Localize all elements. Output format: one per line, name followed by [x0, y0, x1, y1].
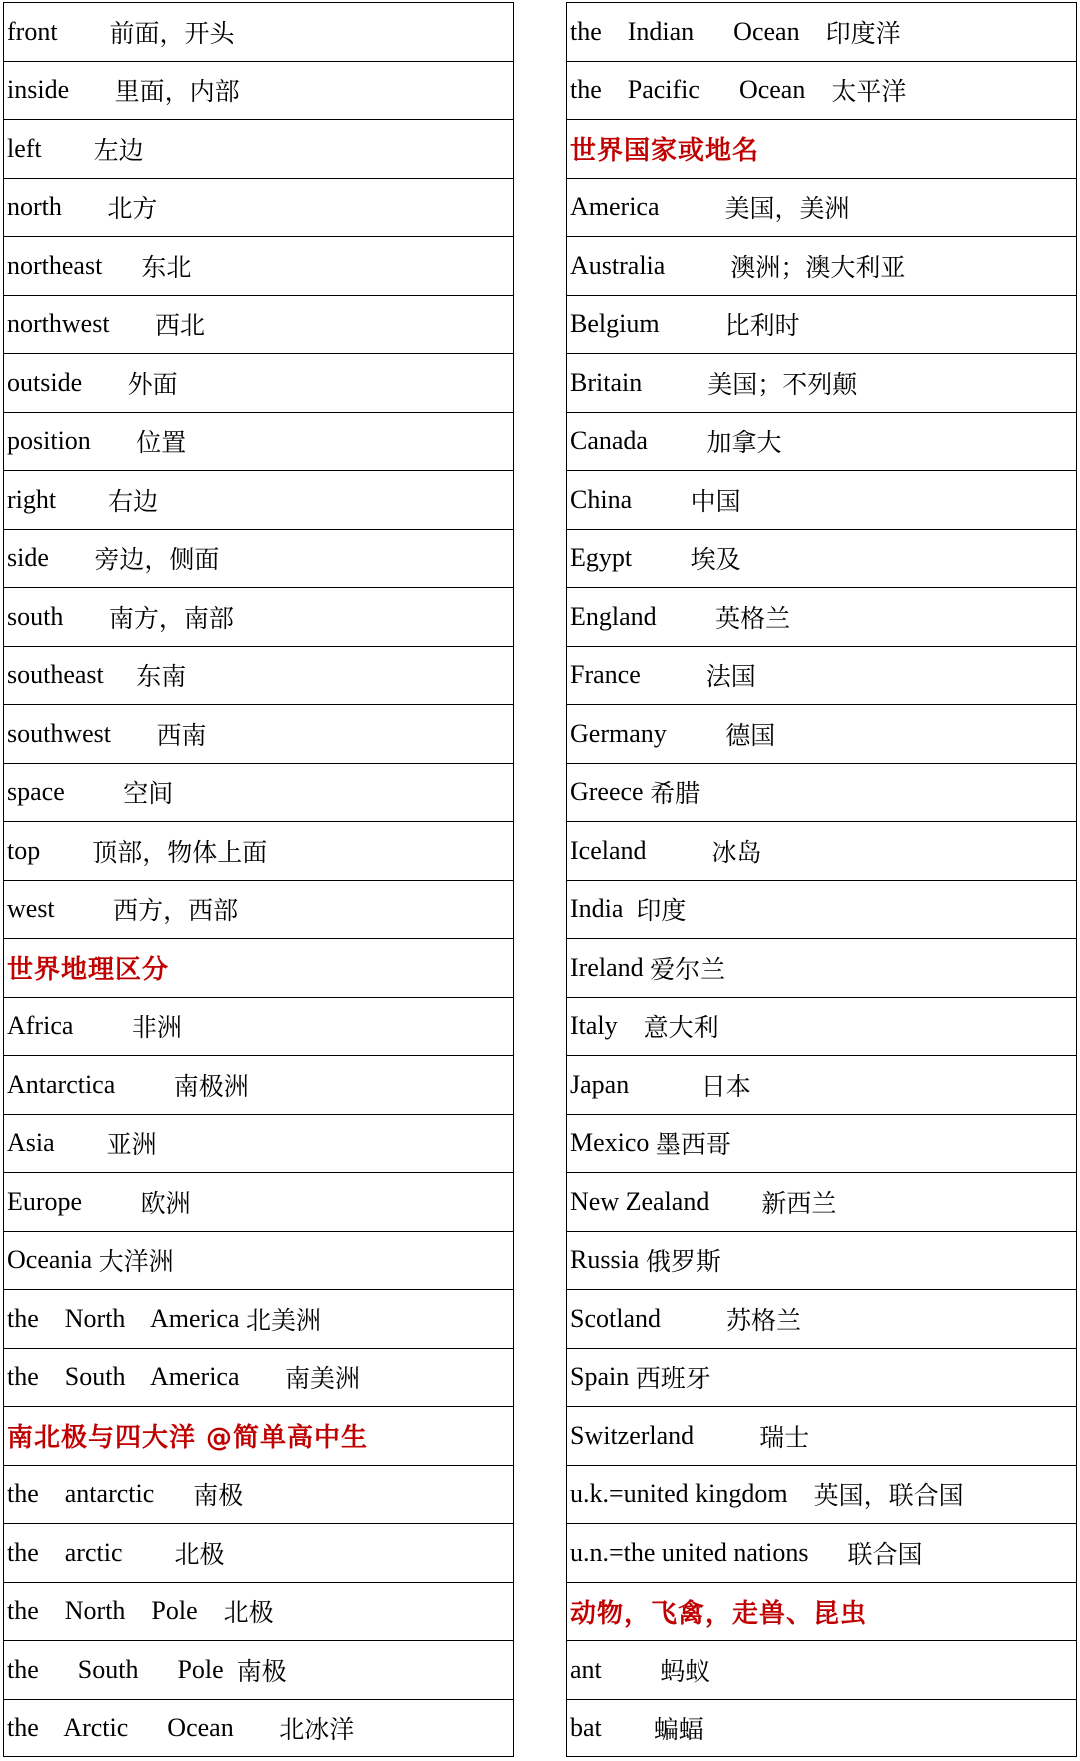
english-word: Spain — [570, 1362, 636, 1392]
english-word: u.k.=united kingdom — [570, 1479, 814, 1509]
section-heading: 世界国家或地名 — [567, 119, 1076, 178]
vocab-row — [4, 1640, 513, 1699]
english-word: Asia — [7, 1128, 107, 1158]
vocab-row — [4, 646, 513, 705]
chinese-meaning: 太平洋 — [831, 77, 907, 107]
chinese-meaning: 希腊 — [650, 779, 701, 809]
english-word: the arctic — [7, 1537, 175, 1567]
chinese-meaning: 外面 — [127, 369, 178, 399]
english-word: position — [7, 426, 137, 456]
english-word: Antarctica — [7, 1069, 174, 1099]
english-word: the North America — [7, 1303, 246, 1333]
english-word: Canada — [570, 426, 707, 456]
english-word: Scotland — [570, 1303, 726, 1333]
vocab-row — [567, 763, 1076, 822]
vocab-row — [567, 704, 1076, 763]
chinese-meaning: 北方 — [107, 194, 158, 224]
vocab-row — [4, 997, 513, 1056]
english-word: southeast — [7, 660, 137, 690]
vocab-row — [4, 763, 513, 822]
english-word: Britain — [570, 367, 708, 397]
chinese-meaning: 亚洲 — [106, 1130, 157, 1160]
english-word: Iceland — [570, 835, 712, 865]
english-word: New Zealand — [570, 1186, 762, 1216]
english-word: the Arctic Ocean — [7, 1712, 280, 1742]
english-word: bat — [570, 1712, 654, 1742]
english-word: top — [7, 835, 93, 865]
chinese-meaning: 蝙蝠 — [653, 1714, 704, 1744]
english-word: France — [570, 660, 706, 690]
vocab-row — [567, 646, 1076, 705]
english-word: the North Pole — [7, 1596, 224, 1626]
vocab-row — [567, 1465, 1076, 1524]
english-word: front — [7, 16, 110, 46]
english-word: south — [7, 601, 109, 631]
english-word: the antarctic — [7, 1479, 194, 1509]
chinese-meaning: 比利时 — [724, 311, 800, 341]
vocab-row — [4, 470, 513, 529]
chinese-meaning: 法国 — [705, 662, 756, 692]
vocab-row — [567, 2, 1076, 61]
vocab-row — [4, 353, 513, 412]
english-word: side — [7, 543, 95, 573]
chinese-meaning: 墨西哥 — [655, 1130, 731, 1160]
vocab-row — [4, 1172, 513, 1231]
vocab-row — [567, 295, 1076, 354]
chinese-meaning: 非洲 — [131, 1013, 182, 1043]
chinese-meaning: 瑞士 — [759, 1422, 810, 1452]
chinese-meaning: 北冰洋 — [279, 1714, 355, 1744]
vocab-row — [567, 1699, 1076, 1758]
chinese-meaning: 北美洲 — [246, 1305, 322, 1335]
english-word: Greece — [570, 777, 651, 807]
vocab-row — [4, 1231, 513, 1290]
english-word: inside — [7, 75, 115, 105]
vocab-row — [567, 1348, 1076, 1407]
vocab-row — [4, 529, 513, 588]
english-word: Russia — [570, 1245, 646, 1275]
vocab-row — [567, 353, 1076, 412]
vocab-row — [567, 61, 1076, 120]
chinese-meaning: 日本 — [700, 1071, 751, 1101]
english-word: Mexico — [570, 1128, 656, 1158]
vocab-row — [567, 1406, 1076, 1465]
section-heading: 动物，飞禽，走兽、昆虫 — [567, 1582, 1076, 1641]
vocab-row — [567, 880, 1076, 939]
chinese-meaning: 东南 — [136, 662, 187, 692]
chinese-meaning: 旁边，侧面 — [94, 545, 220, 575]
chinese-meaning: 顶部，物体上面 — [92, 837, 268, 867]
chinese-meaning: 新西兰 — [761, 1188, 837, 1218]
chinese-meaning: 空间 — [123, 779, 174, 809]
chinese-meaning: 冰岛 — [711, 837, 762, 867]
english-word: Europe — [7, 1186, 141, 1216]
chinese-meaning: 爱尔兰 — [650, 954, 726, 984]
english-word: Switzerland — [570, 1420, 760, 1450]
english-word: the South Pole — [7, 1654, 237, 1684]
vocab-row — [4, 587, 513, 646]
vocab-row — [4, 119, 513, 178]
vocab-row — [567, 1523, 1076, 1582]
english-word: northeast — [7, 250, 142, 280]
vocab-row — [4, 236, 513, 295]
vocab-row — [4, 2, 513, 61]
vocab-row — [4, 61, 513, 120]
vocab-row — [567, 178, 1076, 237]
chinese-meaning: 位置 — [136, 428, 187, 458]
vocab-row — [567, 470, 1076, 529]
vocab-row — [4, 1582, 513, 1641]
chinese-meaning: 里面，内部 — [114, 77, 240, 107]
english-word: west — [7, 894, 114, 924]
english-word: Australia — [570, 250, 731, 280]
chinese-meaning: 南极洲 — [173, 1071, 249, 1101]
english-word: Oceania — [7, 1245, 99, 1275]
english-word: England — [570, 601, 716, 631]
chinese-meaning: 西南 — [156, 720, 207, 750]
vocab-row — [4, 1114, 513, 1173]
chinese-meaning: 南方，南部 — [108, 603, 234, 633]
chinese-meaning: 联合国 — [847, 1539, 923, 1569]
chinese-meaning: 前面，开头 — [109, 18, 235, 48]
english-word: the South America — [7, 1362, 286, 1392]
chinese-meaning: 左边 — [93, 135, 144, 165]
chinese-meaning: 南极 — [236, 1656, 287, 1686]
section-heading: 世界地理区分 — [4, 938, 513, 997]
english-word: u.n.=the united nations — [570, 1537, 848, 1567]
english-word: northwest — [7, 309, 156, 339]
vocab-row — [567, 938, 1076, 997]
english-word: the Pacific Ocean — [570, 75, 832, 105]
vocab-row — [567, 1114, 1076, 1173]
chinese-meaning: 美国；不列颠 — [707, 369, 858, 399]
section-heading: 南北极与四大洋 @简单高中生 — [4, 1406, 513, 1465]
vocab-row — [4, 821, 513, 880]
vocab-row — [4, 1348, 513, 1407]
chinese-meaning: 西北 — [155, 311, 206, 341]
english-word: the Indian Ocean — [570, 16, 826, 46]
chinese-meaning: 蚂蚁 — [660, 1656, 711, 1686]
chinese-meaning: 英格兰 — [715, 603, 791, 633]
chinese-meaning: 欧洲 — [140, 1188, 191, 1218]
english-word: China — [570, 484, 691, 514]
chinese-meaning: 西班牙 — [635, 1364, 711, 1394]
vocab-row — [567, 529, 1076, 588]
chinese-meaning: 美国，美洲 — [724, 194, 850, 224]
vocab-row — [567, 821, 1076, 880]
vocab-row — [567, 997, 1076, 1056]
chinese-meaning: 北极 — [174, 1539, 225, 1569]
english-word: Germany — [570, 718, 726, 748]
chinese-meaning: 中国 — [690, 486, 741, 516]
english-word: Egypt — [570, 543, 691, 573]
chinese-meaning: 德国 — [725, 720, 776, 750]
english-word: ant — [570, 1654, 661, 1684]
vocab-row — [567, 1055, 1076, 1114]
english-word: Africa — [7, 1011, 132, 1041]
chinese-meaning: 意大利 — [643, 1013, 719, 1043]
chinese-meaning: 澳洲；澳大利亚 — [730, 252, 906, 282]
vocab-row — [567, 1231, 1076, 1290]
english-word: space — [7, 777, 124, 807]
chinese-meaning: 加拿大 — [706, 428, 782, 458]
chinese-meaning: 南美洲 — [285, 1364, 361, 1394]
chinese-meaning: 南极 — [193, 1481, 244, 1511]
vocab-row — [4, 295, 513, 354]
english-word: Japan — [570, 1069, 701, 1099]
vocab-row — [567, 412, 1076, 471]
chinese-meaning: 印度洋 — [825, 18, 901, 48]
vocab-row — [567, 1289, 1076, 1348]
english-word: north — [7, 192, 108, 222]
right-vocab-table — [566, 2, 1077, 1757]
vocab-row — [567, 1640, 1076, 1699]
vocab-row — [4, 1289, 513, 1348]
chinese-meaning: 东北 — [141, 252, 192, 282]
vocab-row — [567, 587, 1076, 646]
vocab-row — [567, 236, 1076, 295]
english-word: right — [7, 484, 109, 514]
vocab-row — [4, 178, 513, 237]
english-word: outside — [7, 367, 128, 397]
chinese-meaning: 印度 — [636, 896, 687, 926]
vocab-row — [4, 1523, 513, 1582]
vocab-row — [567, 1172, 1076, 1231]
vocab-row — [4, 704, 513, 763]
left-vocab-table — [3, 2, 514, 1757]
vocab-row — [4, 1055, 513, 1114]
english-word: Ireland — [570, 952, 651, 982]
vocab-row — [4, 1465, 513, 1524]
english-word: left — [7, 133, 94, 163]
chinese-meaning: 右边 — [108, 486, 159, 516]
english-word: southwest — [7, 718, 157, 748]
english-word: Belgium — [570, 309, 725, 339]
chinese-meaning: 埃及 — [690, 545, 741, 575]
chinese-meaning: 大洋洲 — [98, 1247, 174, 1277]
chinese-meaning: 西方，西部 — [113, 896, 239, 926]
chinese-meaning: 英国，联合国 — [813, 1481, 964, 1511]
vocab-row — [4, 412, 513, 471]
chinese-meaning: 苏格兰 — [726, 1305, 802, 1335]
english-word: America — [570, 192, 725, 222]
vocab-row — [4, 880, 513, 939]
english-word: India — [570, 894, 637, 924]
english-word: Italy — [570, 1011, 644, 1041]
chinese-meaning: 俄罗斯 — [645, 1247, 721, 1277]
chinese-meaning: 北极 — [223, 1598, 274, 1628]
vocab-row — [4, 1699, 513, 1758]
